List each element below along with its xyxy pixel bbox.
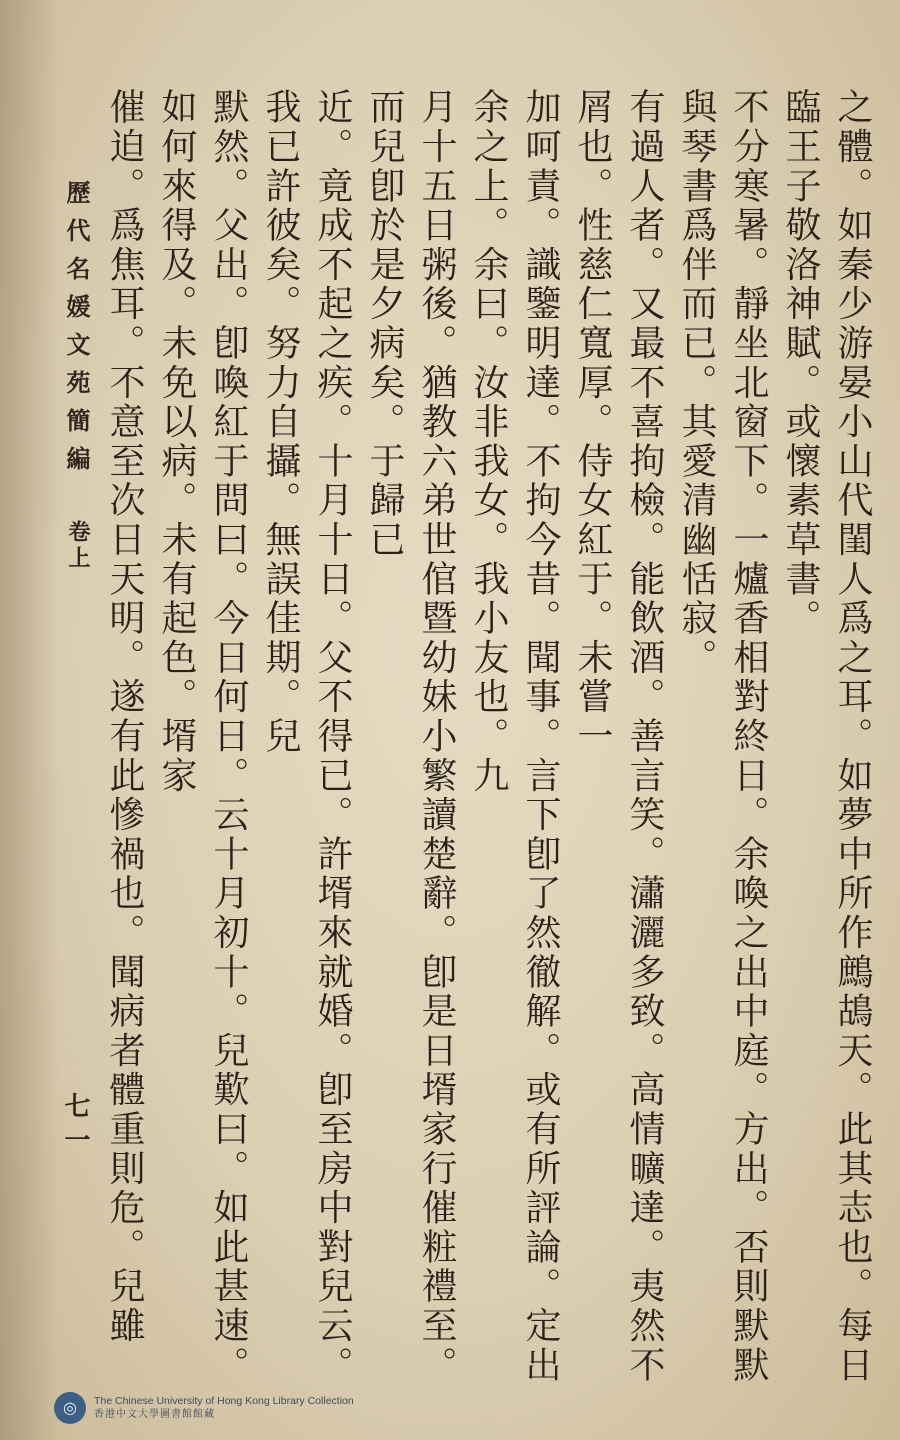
vertical-body-text: 之體。如秦少游晏小山代閨人爲之耳。如夢中所作鷓鴣天。此其志也。每日臨王子敬洛神賦。或懷素草書。 不分寒暑。靜坐北窗下。一爐香相對終日。余喚之出中庭。方出。否則默默與琴書爲伴而已。其愛清幽恬寂。 有過人者。又最不喜拘檢。能飲酒。善言笑。瀟灑多致。高情曠達。夷然不屑也。性慈仁寬厚。侍女紅于。未嘗一 加呵責。識鑒明達。不拘今昔。聞事。言下卽了然徹解。或有所評論。定出余之上。余曰。汝非我女。我小友也。九 月十五日粥後。猶教六弟世倌暨幼妹小繁讀楚辭。卽是日壻家行催粧禮至。而兒卽於是夕病矣。于歸已 近。竟成不起之疾。十月十日。父不得已。許壻來就婚。卽至房中對兒云。我已許彼矣。努力自攝。無誤佳期。兒 默然。父出。卽喚紅于問曰。今日何日。云十月初十。兒歎曰。如此甚速。如何來得及。未免以病。未有起色。壻家 催迫。爲焦耳。不意至次日天明。遂有此慘禍也。聞病者體重則危。兒雖 xyxy=(104,88,873,1385)
page-number: 七一 xyxy=(60,1092,90,1160)
cuhk-library-logo-icon: ◎ xyxy=(54,1392,86,1424)
running-head-title: 歷代名媛文苑簡編 xyxy=(62,180,91,484)
library-credit xyxy=(94,1395,354,1421)
library-credit-chinese: 香港中文大學圖書館館藏 xyxy=(94,1409,215,1420)
library-credit-english: The Chinese University of Hong Kong Library Collection xyxy=(94,1395,354,1407)
library-watermark xyxy=(54,1392,354,1424)
page-fold-shadow xyxy=(0,0,60,1440)
running-head-volume: 卷上 xyxy=(65,520,91,572)
